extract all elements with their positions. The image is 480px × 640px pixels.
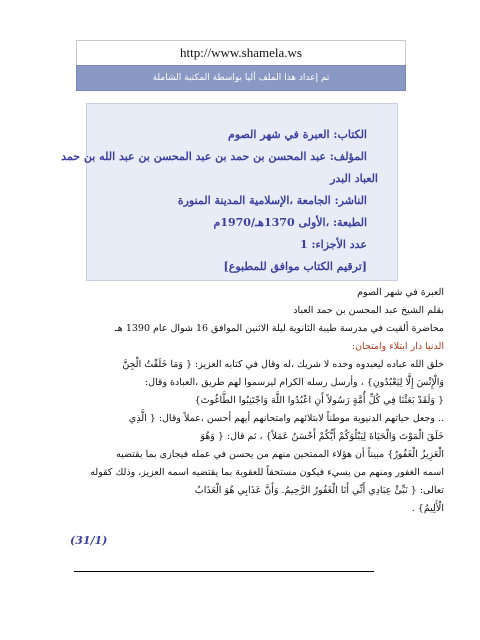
paragraph-line: الْأَلِيمُ} . [411,503,444,514]
book-numbering-note: [ترقيم الكتاب موافق للمطبوع] [223,260,367,273]
book-publisher: الناشر: الجامعة ،الإسلامية المدينة المنورة [177,194,367,207]
content-byline: بقلم الشيخ عبد المحسن بن حمد العباد [293,305,444,316]
footer-divider [74,571,374,572]
book-content [36,284,444,518]
paragraph-line: خلق الله عباده ليعبدوه وحده لا شريك ،له وقال في كتابه العزيز: { وَمَا خَلَقْتُ الْجِنَّ [122,359,444,370]
paragraph-line: تعالى: { نَبِّئْ عِبَادِي أَنِّي أَنَا الْغَفُورُ الرَّحِيمُ. وَأَنَّ عَذَابِي هُوَ الْعَذَابُ [194,485,444,496]
paragraph-line: خَلَقَ الْمَوْتَ وَالْحَيَاةَ لِيَبْلُوَكُمْ أَيُّكُمْ أَحْسَنُ عَمَلاً} ، ثم قال: { وَهُوَ [200,431,444,442]
book-info-text [61,124,378,278]
section-heading: الدنيا دار ابتلاء وامتحان: [351,341,444,352]
book-parts-count: عدد الأجزاء: 1 [299,238,367,251]
book-author: المؤلف: عبد المحسن بن حمد بن عبد المحسن بن عبد الله بن حمد [61,150,367,163]
book-edition: الطبعة: ،الأولى 1370هـ/1970م [213,216,367,229]
content-title: العبرة في شهر الصوم [357,287,444,298]
content-lecture-note: محاضرة ألقيت في مدرسة طيبة الثانوية ليلة الاثنين الموافق 16 شوال عام 1390 هـ [115,323,444,334]
paragraph-line: { وَلَقَدْ بَعَثْنَا فِي كُلِّ أُمَّةٍ رَسُولاً أَنِ اعْبُدُوا اللَّهَ وَاجْتَنِبُوا الطَّاغُوتَ} [194,395,444,406]
website-url[interactable]: http://www.shamela.ws [76,40,406,66]
page-number: (31/1) [70,534,108,547]
paragraph-line: الْعَزِيزُ الْغَفُورُ} مبيناً أن هؤلاء الممتحين منهم من يحسن في عمله فيجازى بما يقتضيه [116,449,444,460]
paragraph-line: .. وجعل حياتهم الدنيوية موطناً لابتلائهم وامتحانهم أيهم أحسن ،عملاً وقال: { الَّذِي [128,413,444,424]
generated-notice-banner: تم إعداد هذا الملف آليا بواسطة المكتبة الشاملة [76,65,406,91]
paragraph-line: وَالْإِنْسَ إِلَّا لِيَعْبُدُونِ} ، وأرسل رسله الكرام ليرسموا لهم طريق ،العبادة وقال: [144,377,444,388]
book-author-continued: العباد البدر [330,172,378,185]
paragraph-line: اسمه الغفور ومنهم من يسيء فيكون مستحقاً للعقوبة بما يقتضيه اسمه العزيز، وذلك كقوله [90,467,444,478]
book-title: الكتاب: العبرة في شهر الصوم [228,128,367,141]
